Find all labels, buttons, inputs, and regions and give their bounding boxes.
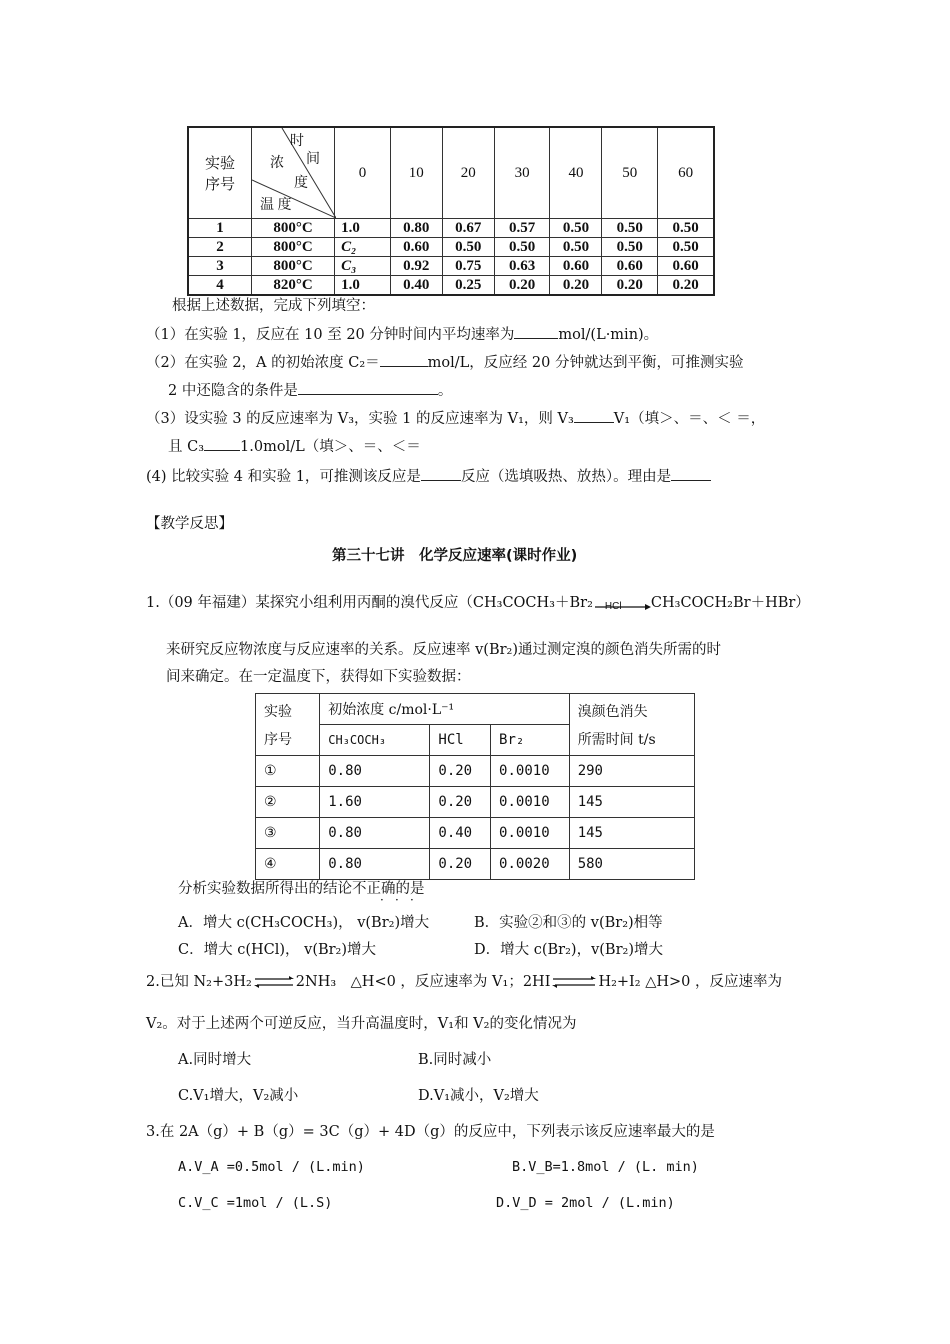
cell: 0.20 xyxy=(602,276,658,296)
table-row xyxy=(256,756,695,787)
cell: 0.0010 xyxy=(491,818,570,849)
cell: 0.0010 xyxy=(491,787,570,818)
header-text: 实验 xyxy=(264,703,292,720)
option-d[interactable]: D.V₁减小，V₂增大 xyxy=(418,1088,539,1104)
cell: 0.92 xyxy=(390,257,442,276)
table-row xyxy=(188,276,714,296)
cell: 0.60 xyxy=(602,257,658,276)
option-b[interactable]: B．实验②和③的 v(Br₂)相等 xyxy=(474,915,663,931)
answer-blank[interactable] xyxy=(514,324,558,339)
cell: 0.67 xyxy=(442,219,494,238)
table-row xyxy=(256,787,695,818)
cell: 800°C xyxy=(251,219,334,238)
option-a[interactable]: A．增大 c(CH₃COCH₃)， v(Br₂)增大 xyxy=(178,915,430,931)
cell: 1.0 xyxy=(335,219,391,238)
answer-blank[interactable] xyxy=(671,466,711,481)
problem-text: H₂+I₂ △H>0 ，反应速率为 xyxy=(598,974,782,990)
question-text: (4) 比较实验 4 和实验 1，可推测该反应是 xyxy=(146,469,421,485)
lecture-title: 第三十七讲 化学反应速率(课时作业) xyxy=(332,548,578,564)
option-a[interactable]: A.同时增大 xyxy=(178,1052,252,1068)
question-2-line-1 xyxy=(146,352,743,373)
cell: 0.50 xyxy=(658,238,714,257)
cell: 0.80 xyxy=(390,219,442,238)
cell: 1.0 xyxy=(335,276,391,296)
cell: 0.63 xyxy=(494,257,550,276)
diagonal-header-cell xyxy=(251,127,334,219)
time-header: 30 xyxy=(494,127,550,219)
table-row xyxy=(188,257,714,276)
cell: 0.50 xyxy=(602,219,658,238)
cell: 0.50 xyxy=(658,219,714,238)
time-header: 10 xyxy=(390,127,442,219)
cell: 0.60 xyxy=(390,238,442,257)
cell: C₂ xyxy=(335,238,391,257)
cell: 0.80 xyxy=(320,818,430,849)
reaction-arrow xyxy=(593,593,651,613)
time-header: 50 xyxy=(602,127,658,219)
cell: 0.50 xyxy=(550,219,602,238)
concentration-time-table xyxy=(187,126,715,296)
answer-blank[interactable] xyxy=(574,408,614,423)
cell: 0.40 xyxy=(430,818,491,849)
option-c[interactable]: C．增大 c(HCl)， v(Br₂)增大 xyxy=(178,942,377,958)
header-ch3coch3: CH₃COCH₃ xyxy=(320,725,430,756)
table-row xyxy=(256,849,695,880)
cell: 0.50 xyxy=(494,238,550,257)
cell: 0.20 xyxy=(430,849,491,880)
question-text: （3）设实验 3 的反应速率为 V₃，实验 1 的反应速率为 V₁，则 V₃ xyxy=(146,411,574,427)
problem-2-line-2: V₂。对于上述两个可逆反应，当升高温度时，V₁和 V₂的变化情况为 xyxy=(146,1016,577,1032)
option-b[interactable]: B.V_B=1.8mol / (L. min) xyxy=(512,1159,699,1175)
cell: 0.75 xyxy=(442,257,494,276)
option-a[interactable]: A.V_A =0.5mol / (L.min) xyxy=(178,1159,365,1175)
cell: 0.57 xyxy=(494,219,550,238)
cell: 580 xyxy=(569,849,694,880)
equilibrium-arrow-icon xyxy=(551,975,597,989)
cell: 0.0010 xyxy=(491,756,570,787)
answer-blank[interactable] xyxy=(421,466,461,481)
cell: 0.50 xyxy=(550,238,602,257)
cell: 290 xyxy=(569,756,694,787)
emphasis-dot-icon: · xyxy=(395,893,399,907)
question-text: 且 C₃ xyxy=(168,439,205,455)
question-text: 反应（选填吸热、放热）。理由是 xyxy=(460,469,672,485)
question-3-line-2 xyxy=(168,436,421,457)
diag-label-conc-1: 浓 xyxy=(269,156,284,171)
option-c[interactable]: C.V₁增大，V₂减小 xyxy=(178,1088,299,1104)
time-header: 40 xyxy=(550,127,602,219)
cell: 0.80 xyxy=(320,756,430,787)
header-initial-conc: 初始浓度 c/mol·L⁻¹ xyxy=(320,694,569,725)
cell: 0.25 xyxy=(442,276,494,296)
bromination-data-table xyxy=(255,693,695,880)
cell: 0.20 xyxy=(494,276,550,296)
cell: 0.50 xyxy=(602,238,658,257)
problem-text: CH₃COCH₂Br＋HBr） xyxy=(650,595,810,611)
time-header: 20 xyxy=(442,127,494,219)
cell: 0.60 xyxy=(658,257,714,276)
problem-1-ask: 分析实验数据所得出的结论不正确的是 xyxy=(178,881,425,897)
option-c[interactable]: C.V_C =1mol / (L.S) xyxy=(178,1195,333,1211)
answer-blank[interactable] xyxy=(380,352,428,367)
header-text: 序号 xyxy=(264,731,292,748)
diag-label-temp: 温 度 xyxy=(259,198,292,213)
catalyst-label: HCl xyxy=(604,601,622,612)
table-row xyxy=(256,818,695,849)
question-4 xyxy=(146,466,711,487)
question-text: （1）在实验 1，反应在 10 至 20 分钟时间内平均速率为 xyxy=(146,327,515,343)
cell: 2 xyxy=(188,238,251,257)
cell: 4 xyxy=(188,276,251,296)
question-text: mol/(L·min)。 xyxy=(558,327,659,343)
question-2-line-2 xyxy=(168,380,452,401)
question-3-line-1 xyxy=(146,408,765,429)
header-time xyxy=(569,694,694,756)
time-header: 0 xyxy=(335,127,391,219)
emphasis-dot-icon: · xyxy=(380,893,384,907)
cell: ④ xyxy=(256,849,320,880)
problem-text: 1.（09 年福建）某探究小组利用丙酮的溴代反应（CH₃COCH₃＋Br₂ xyxy=(146,595,593,611)
cell: 0.0020 xyxy=(491,849,570,880)
header-text: 所需时间 t/s xyxy=(577,731,656,748)
cell: 1.60 xyxy=(320,787,430,818)
header-experiment-no xyxy=(188,127,251,219)
arrow-icon xyxy=(593,603,651,611)
intro-text: 根据上述数据，完成下列填空： xyxy=(172,298,375,314)
header-hcl: HCl xyxy=(430,725,491,756)
cell: 0.20 xyxy=(550,276,602,296)
cell: 800°C xyxy=(251,257,334,276)
option-d[interactable]: D．增大 c(Br₂)，v(Br₂)增大 xyxy=(474,942,663,958)
cell: 0.50 xyxy=(442,238,494,257)
cell: 0.20 xyxy=(430,787,491,818)
cell: 145 xyxy=(569,787,694,818)
option-d[interactable]: D.V_D = 2mol / (L.min) xyxy=(496,1195,675,1211)
question-text: 。 xyxy=(437,383,453,399)
diag-label-time-1: 时 xyxy=(289,134,304,149)
cell: 0.20 xyxy=(658,276,714,296)
cell: 3 xyxy=(188,257,251,276)
problem-3-stem: 3.在 2A（g）+ B（g）= 3C（g）+ 4D（g）的反应中，下列表示该反应速率最大的是 xyxy=(146,1124,715,1140)
cell: 1 xyxy=(188,219,251,238)
cell: 0.60 xyxy=(550,257,602,276)
question-text: （2）在实验 2，A 的初始浓度 C₂＝ xyxy=(146,355,380,371)
cell: 0.40 xyxy=(390,276,442,296)
problem-1-line-1 xyxy=(146,593,810,613)
cell: 0.20 xyxy=(430,756,491,787)
cell: ② xyxy=(256,787,320,818)
cell: C₃ xyxy=(335,257,391,276)
cell: ① xyxy=(256,756,320,787)
diag-label-time-2: 间 xyxy=(305,152,320,167)
table-row xyxy=(188,238,714,257)
header-text: 实验 xyxy=(204,156,235,172)
problem-1-line-3: 间来确定。在一定温度下，获得如下实验数据： xyxy=(166,669,471,685)
diag-label-conc-2: 度 xyxy=(293,176,308,191)
table-row xyxy=(188,219,714,238)
emphasis-dot-icon: · xyxy=(410,893,414,907)
question-text: 2 中还隐含的条件是 xyxy=(168,383,298,399)
cell: 0.80 xyxy=(320,849,430,880)
question-text: mol/L，反应经 20 分钟就达到平衡，可推测实验 xyxy=(427,355,744,371)
problem-2-line-1 xyxy=(146,972,782,992)
option-b[interactable]: B.同时减小 xyxy=(418,1052,492,1068)
answer-blank[interactable] xyxy=(298,380,438,395)
header-experiment-no xyxy=(256,694,320,756)
cell: 800°C xyxy=(251,238,334,257)
question-1 xyxy=(146,324,658,345)
header-text: 序号 xyxy=(204,177,235,193)
cell: 145 xyxy=(569,818,694,849)
cell: 820°C xyxy=(251,276,334,296)
problem-1-line-2: 来研究反应物浓度与反应速率的关系。反应速率 v(Br₂)通过测定溴的颜色消失所需的时 xyxy=(166,642,722,658)
header-br2: Br₂ xyxy=(491,725,570,756)
question-text: V₁（填＞、＝、＜ ＝， xyxy=(613,411,766,427)
time-header: 60 xyxy=(658,127,714,219)
header-text: 溴颜色消失 xyxy=(577,703,648,720)
equilibrium-arrow-icon xyxy=(253,975,295,989)
problem-text: 2.已知 N₂+3H₂ xyxy=(146,974,252,990)
cell: ③ xyxy=(256,818,320,849)
question-text: 1.0mol/L（填＞、＝、＜＝ xyxy=(240,439,421,455)
problem-text: 2NH₃ △H<0 ，反应速率为 V₁；2HI xyxy=(295,974,551,990)
teaching-reflection-heading: 【教学反思】 xyxy=(146,516,233,532)
answer-blank[interactable] xyxy=(204,436,240,451)
